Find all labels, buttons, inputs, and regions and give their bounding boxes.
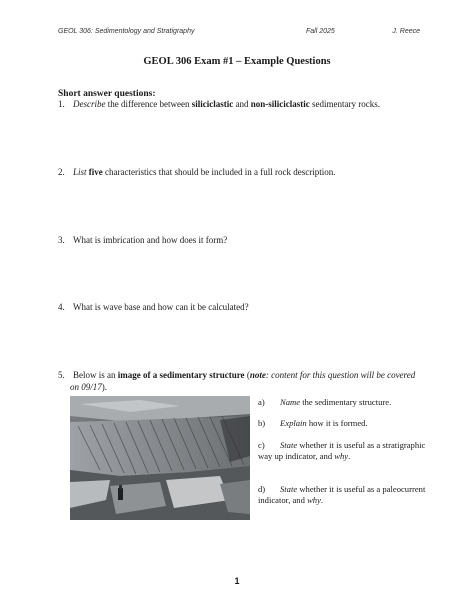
question-verb: List [73, 167, 87, 177]
question-5 [58, 369, 428, 393]
subquestion-c [258, 440, 433, 462]
subquestion-a [258, 397, 433, 408]
subquestion-verb: State [280, 484, 298, 494]
subquestion-text: how it is formed. [306, 418, 368, 428]
note-label: note [249, 370, 266, 380]
question-text: What is wave base and how can it be calculated? [73, 302, 249, 312]
question-4 [58, 301, 249, 313]
question-text: sedimentary rocks. [309, 99, 381, 109]
question-keyword: five [88, 167, 103, 177]
question-text: the difference between [105, 99, 192, 109]
question-keyword: siliciclastic [191, 99, 234, 109]
question-number: 5. [58, 370, 65, 380]
question-number: 4. [58, 302, 65, 312]
subquestion-verb: Name [280, 397, 301, 407]
subquestion-verb: State [280, 440, 298, 450]
section-heading: Short answer questions: [58, 89, 156, 99]
page-header [58, 28, 420, 40]
subquestion-why: why [334, 451, 349, 461]
question-1 [58, 98, 380, 110]
subquestion-text: whether it is useful as a stratigraphic way up indicator, and [258, 440, 426, 461]
question-text: ). [101, 382, 108, 392]
subquestion-label: d) [258, 484, 266, 494]
question-2 [58, 166, 335, 178]
question-verb: Describe [73, 99, 106, 109]
question-keyword: image of a sedimentary structure [117, 370, 245, 380]
header-course: GEOL 306: Sedimentology and Stratigraphy [58, 28, 195, 35]
header-instructor: J. Reece [392, 28, 420, 35]
note-text: : content for this question will be covered [265, 370, 416, 380]
subquestion-end: . [348, 451, 351, 461]
question-3 [58, 234, 227, 246]
question-number: 2. [58, 167, 65, 177]
question-text: and [233, 99, 251, 109]
subquestion-text: whether it is useful as a paleocurrent indicator, and [258, 484, 426, 505]
subquestion-text: the sedimentary structure. [300, 397, 392, 407]
question-number: 1. [58, 99, 65, 109]
question-number: 3. [58, 235, 65, 245]
question-text: ( [244, 370, 250, 380]
question-text: Below is an [73, 370, 118, 380]
question-keyword: non-siliciclastic [250, 99, 310, 109]
subquestion-label: a) [258, 397, 265, 407]
subquestion-why: why [307, 495, 321, 505]
subquestion-label: b) [258, 418, 266, 428]
note-date: on 09/17 [70, 382, 102, 392]
subquestion-b [258, 418, 433, 429]
page-number: 1 [234, 576, 240, 586]
subquestion-verb: Explain [280, 418, 307, 428]
sedimentary-structure-photo [70, 396, 250, 520]
question-text: What is imbrication and how does it form? [73, 235, 228, 245]
question-text: characteristics that should be included in a full rock description. [102, 167, 336, 177]
page-title: GEOL 306 Exam #1 – Example Questions [143, 56, 331, 67]
subquestion-d [258, 484, 433, 506]
subquestion-label: c) [258, 440, 265, 450]
header-term: Fall 2025 [306, 28, 335, 35]
subquestion-end: . [320, 495, 324, 505]
